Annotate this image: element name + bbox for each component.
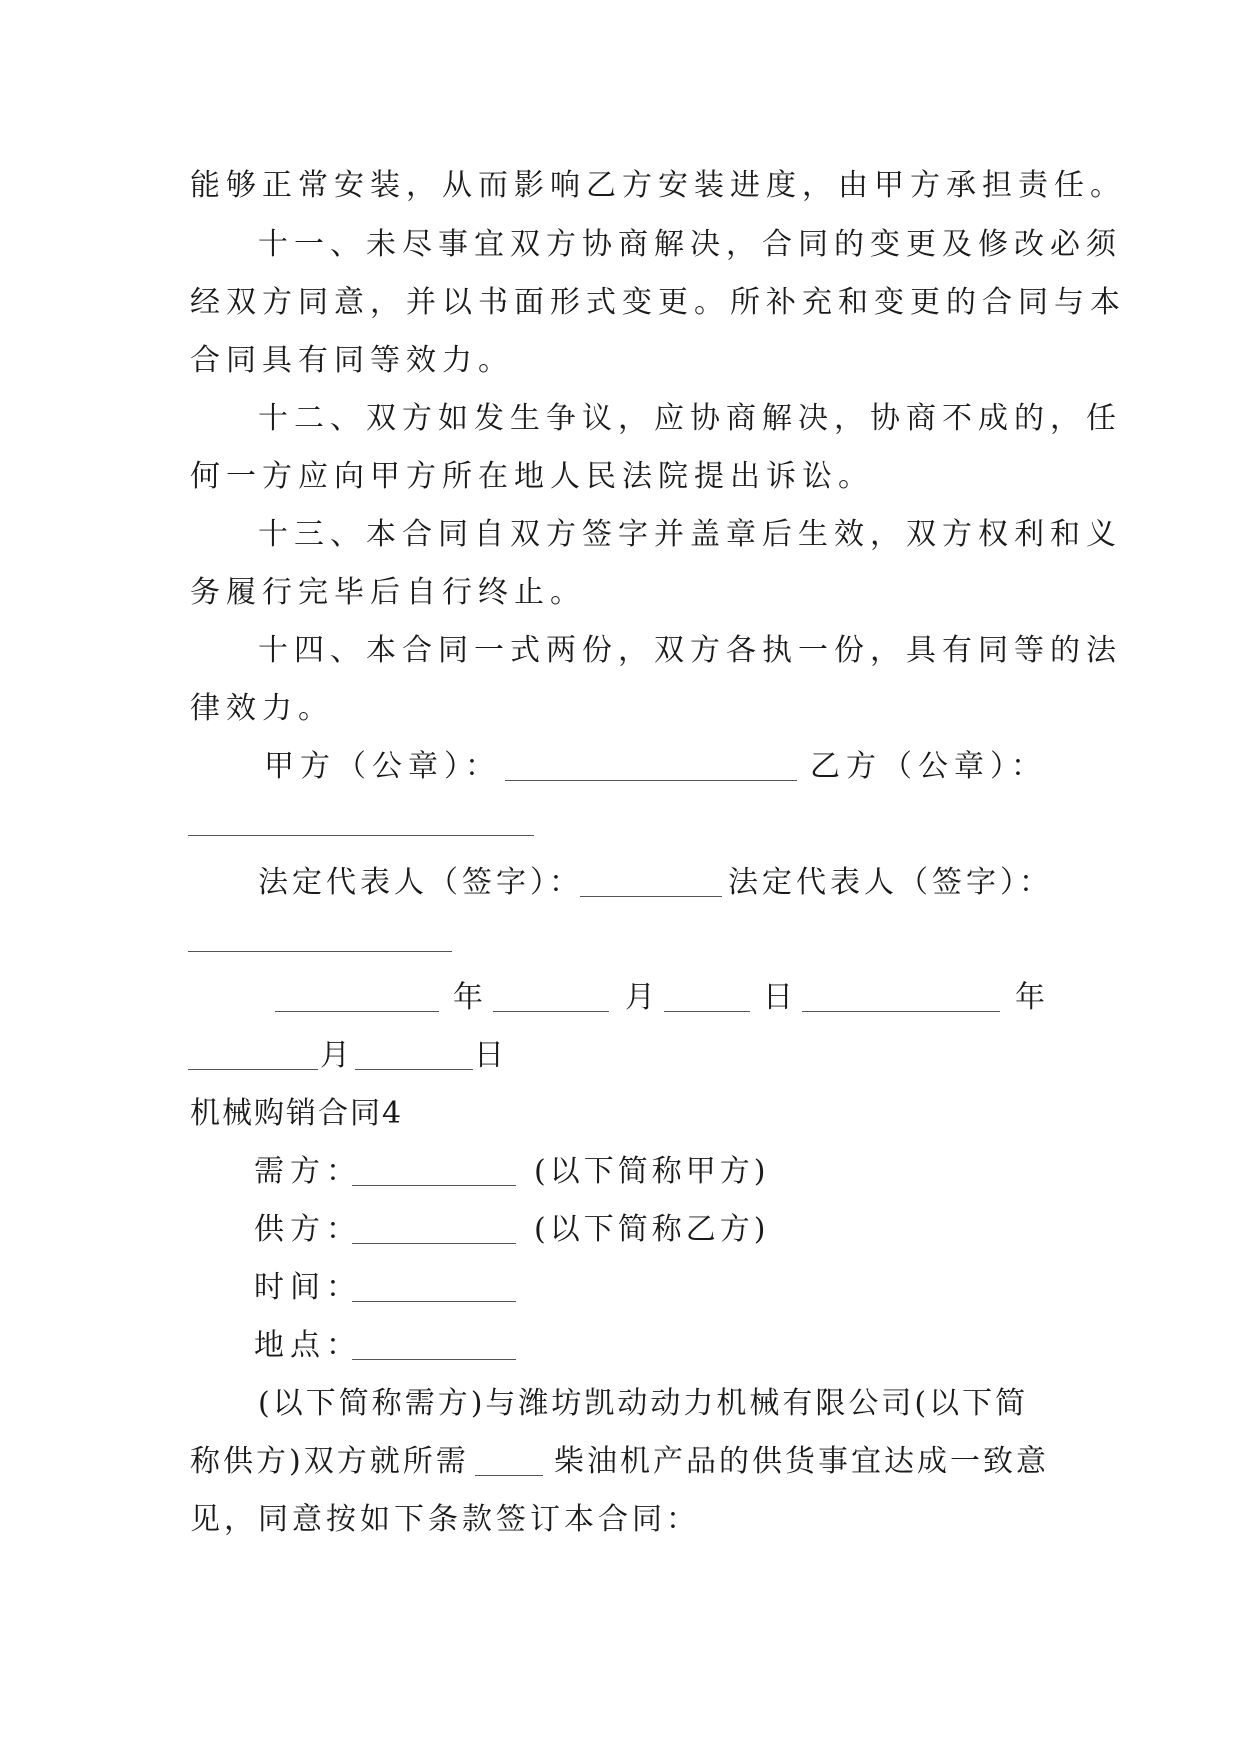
party-b-seal-label: 乙方（公章）： xyxy=(810,749,1047,784)
intro-line-part-a: 称供方)双方就所需 xyxy=(190,1444,469,1479)
paragraph-line: 务履行完毕后自行终止。 xyxy=(190,575,586,610)
paragraph-line: 合同具有同等效力。 xyxy=(190,343,514,378)
buyer-blank xyxy=(352,1185,516,1186)
contract-title: 机械购销合同4 xyxy=(190,1096,404,1131)
product-blank xyxy=(475,1475,543,1476)
intro-line-part-b: 柴油机产品的供货事宜达成一致意 xyxy=(554,1444,1049,1479)
seller-note: (以下简称乙方) xyxy=(534,1212,770,1247)
seller-blank xyxy=(352,1243,516,1244)
date-a-month-label: 月 xyxy=(625,980,661,1015)
clause-11-line: 十一、未尽事宜双方协商解决，合同的变更及修改必须 xyxy=(258,227,1122,262)
time-blank xyxy=(352,1301,516,1302)
date-b-day-label: 日 xyxy=(474,1038,510,1073)
date-b-day-blank xyxy=(355,1069,473,1070)
clause-13-line: 十三、本合同自双方签字并盖章后生效，双方权利和义 xyxy=(258,517,1122,552)
buyer-note: (以下简称甲方) xyxy=(534,1154,770,1189)
clause-12-line: 十二、双方如发生争议，应协商解决，协商不成的，任 xyxy=(258,401,1122,436)
party-b-seal-blank xyxy=(188,835,534,836)
intro-line: 见，同意按如下条款签订本合同： xyxy=(190,1502,700,1537)
legal-rep-a-label: 法定代表人（签字）： xyxy=(258,865,583,900)
party-a-seal-blank xyxy=(505,780,797,781)
legal-rep-b-blank xyxy=(188,951,452,952)
date-a-year-label: 年 xyxy=(453,980,489,1015)
time-label: 时间： xyxy=(254,1270,362,1305)
date-b-year-blank xyxy=(802,1011,1000,1012)
seller-label: 供方： xyxy=(254,1212,362,1247)
paragraph-line: 何一方应向甲方所在地人民法院提出诉讼。 xyxy=(190,459,874,494)
legal-rep-b-label: 法定代表人（签字）： xyxy=(728,865,1053,900)
legal-rep-a-blank xyxy=(580,896,722,897)
buyer-label: 需方： xyxy=(254,1154,362,1189)
date-b-month-label: 月 xyxy=(320,1038,356,1073)
paragraph-line: 律效力。 xyxy=(190,691,334,726)
date-b-month-blank xyxy=(188,1069,318,1070)
date-a-month-blank xyxy=(493,1011,609,1012)
clause-14-line: 十四、本合同一式两份，双方各执一份，具有同等的法 xyxy=(258,633,1122,668)
paragraph-line: 能够正常安装，从而影响乙方安装进度，由甲方承担责任。 xyxy=(190,168,1126,203)
paragraph-line: 经双方同意，并以书面形式变更。所补充和变更的合同与本 xyxy=(190,285,1126,320)
date-a-day-blank xyxy=(664,1011,750,1012)
intro-line: (以下简称需方)与潍坊凯动动力机械有限公司(以下简 xyxy=(258,1386,1029,1421)
party-a-seal-label: 甲方（公章）： xyxy=(264,749,501,784)
place-blank xyxy=(352,1359,516,1360)
date-b-year-label: 年 xyxy=(1015,980,1051,1015)
place-label: 地点： xyxy=(254,1328,362,1363)
date-a-day-label: 日 xyxy=(763,980,799,1015)
date-a-year-blank xyxy=(275,1011,439,1012)
